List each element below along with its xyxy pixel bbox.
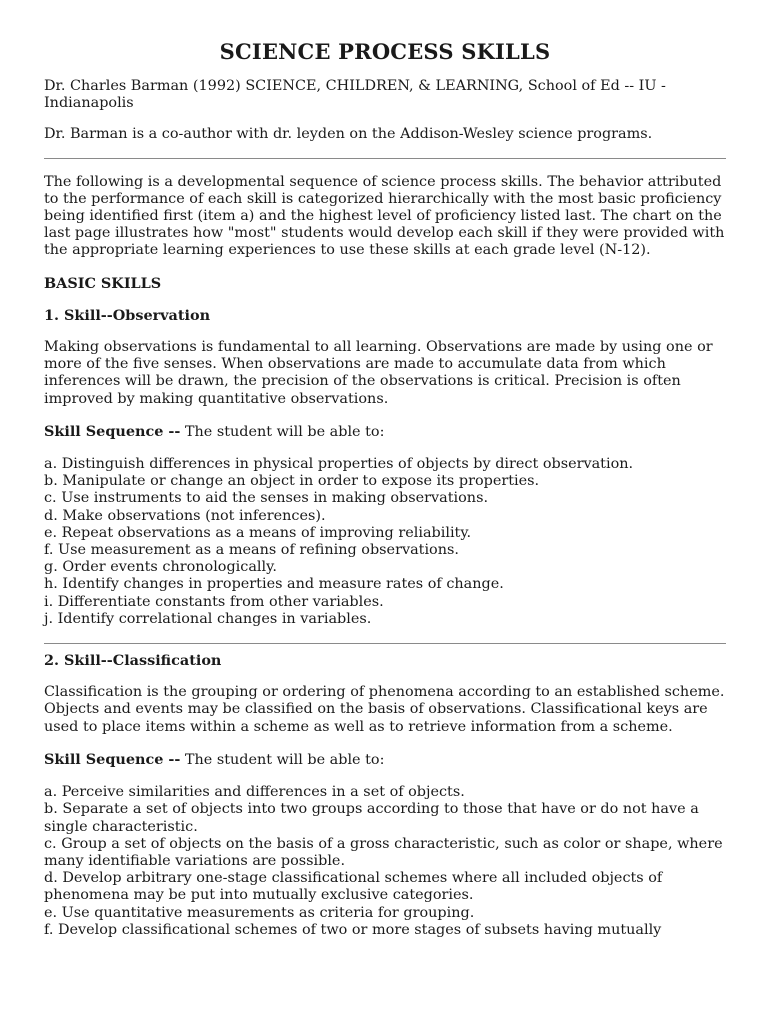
section-title-observation: 1. Skill--Observation: [44, 306, 211, 324]
skill-sequence-classification: [44, 751, 726, 769]
section-description-observation: Making observations is fundamental to all learning. Observations are made by using one or more of the five senses. When observations are made to accumulate data from which inferences will be drawn, the precision of the observations is critical. Precision is often improved by making quantitative observations.: [44, 339, 713, 407]
list-item: f. Develop classificational schemes of two or more stages of subsets having mutually: [44, 921, 662, 938]
list-item: i. Differentiate constants from other variables.: [44, 593, 384, 610]
list-item: a. Perceive similarities and differences in a set of objects.: [44, 784, 465, 801]
list-item: d. Develop arbitrary one-stage classificational schemes where all included objects of phenomena may be put into mutually exclusive categories.: [44, 870, 663, 904]
divider: [44, 158, 726, 159]
divider: [44, 643, 726, 644]
list-item: c. Use instruments to aid the senses in making observations.: [44, 490, 489, 507]
page-title: SCIENCE PROCESS SKILLS: [219, 39, 551, 64]
list-item: b. Manipulate or change an object in order to expose its properties.: [44, 473, 540, 490]
section-description-classification: Classification is the grouping or ordering of phenomena according to an established scheme. Objects and events may be classified on the basis of observations. Classificational keys are used to place items within a scheme as well as to retrieve information from a scheme.: [44, 684, 725, 735]
list-item: j. Identify correlational changes in variables.: [44, 610, 372, 627]
skill-sequence-label: Skill Sequence --: [44, 422, 181, 440]
section-title-classification: 2. Skill--Classification: [44, 652, 222, 670]
list-item: c. Group a set of objects on the basis of a gross characteristic, such as color or shape, where many identifiable variations are possible.: [44, 835, 723, 869]
document-page: [44, 0, 726, 939]
list-item: b. Separate a set of objects into two groups according to those that have or do not have a single characteristic.: [44, 801, 699, 835]
skill-sequence-observation: [44, 423, 726, 441]
list-item: h. Identify changes in properties and measure rates of change.: [44, 576, 504, 593]
skill-sequence-label: Skill Sequence --: [44, 750, 181, 768]
intro-paragraph: The following is a developmental sequence of science process skills. The behavior attributed to the performance of each skill is categorized hierarchically with the most basic proficiency being identified first (item a) and the highest level of proficiency listed last. The chart on the last page illustrates how "most" students would develop each skill if they were provided with the appropriate learning experiences to use these skills at each grade level (N-12).: [44, 173, 725, 259]
list-item: f. Use measurement as a means of refining observations.: [44, 542, 459, 559]
list-item: a. Distinguish differences in physical properties of objects by direct observation.: [44, 456, 634, 473]
skill-sequence-text: The student will be able to:: [180, 423, 385, 440]
list-item: d. Make observations (not inferences).: [44, 507, 326, 524]
list-item: g. Order events chronologically.: [44, 559, 277, 576]
basic-skills-heading: BASIC SKILLS: [44, 274, 162, 292]
skill-sequence-text: The student will be able to:: [180, 751, 385, 768]
classification-skill-list: [44, 784, 726, 939]
observation-skill-list: [44, 456, 726, 628]
author-line: Dr. Charles Barman (1992) SCIENCE, CHILDREN, & LEARNING, School of Ed -- IU - Indianapolis: [44, 78, 666, 112]
list-item: e. Repeat observations as a means of improving reliability.: [44, 524, 472, 541]
list-item: e. Use quantitative measurements as criteria for grouping.: [44, 904, 475, 921]
coauthor-line: Dr. Barman is a co-author with dr. leyden on the Addison-Wesley science programs.: [44, 126, 653, 143]
